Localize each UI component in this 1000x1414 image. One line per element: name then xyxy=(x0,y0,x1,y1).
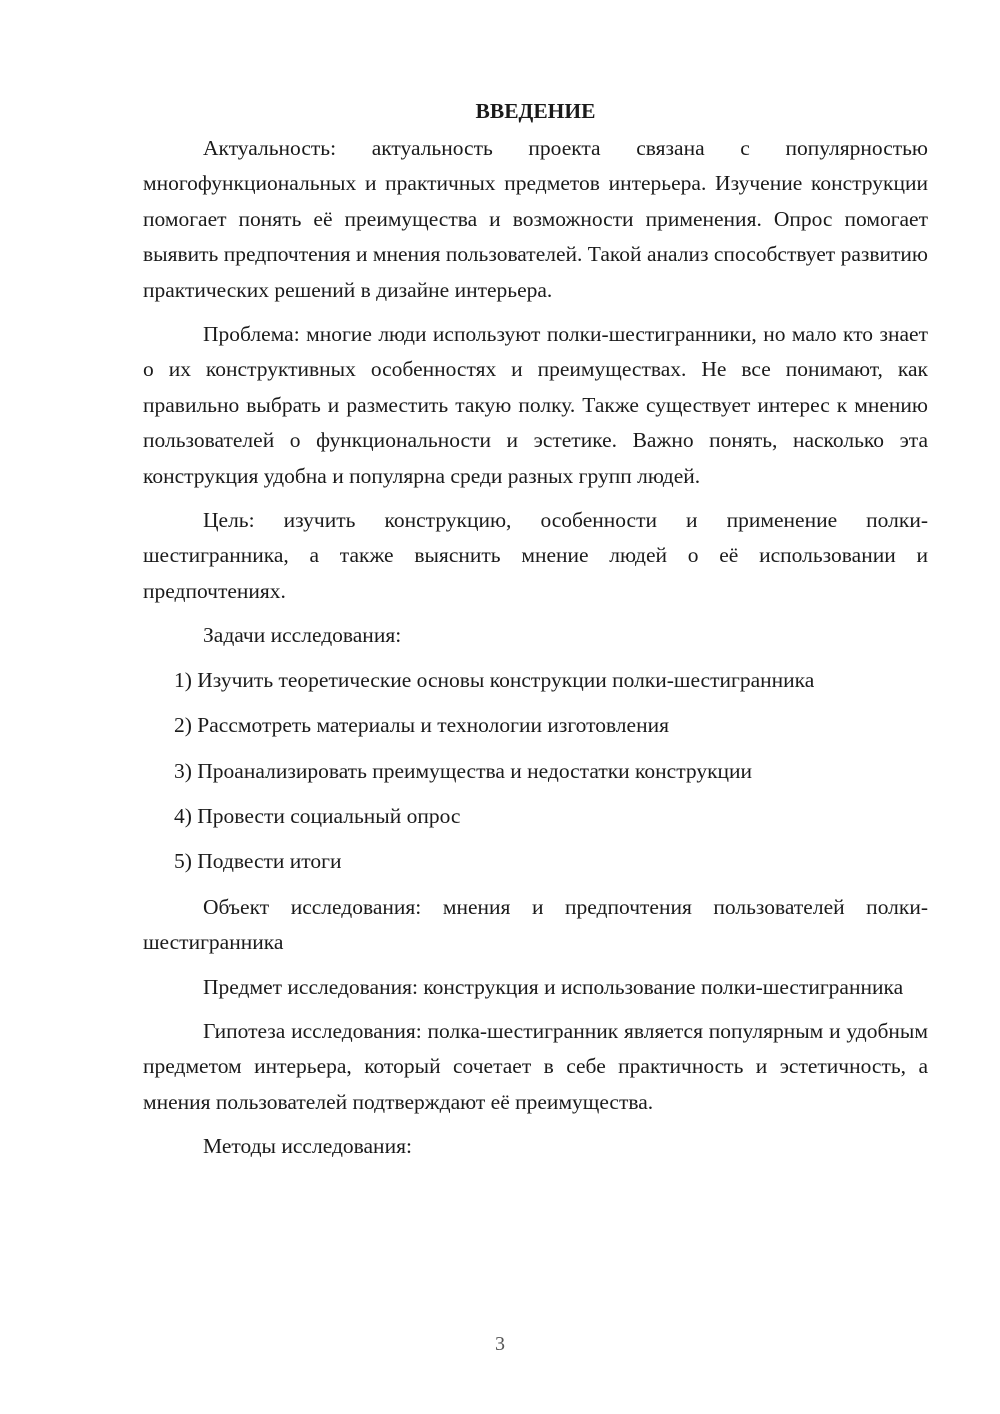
page-number: 3 xyxy=(495,1333,505,1355)
tasks-heading: Задачи исследования: xyxy=(203,623,402,648)
subject-paragraph: Предмет исследования: конструкция и использование полки-шестигранника xyxy=(203,974,904,999)
tasks-list xyxy=(143,663,928,880)
section-title: ВВЕДЕНИЕ xyxy=(475,99,596,123)
hypothesis-paragraph: Гипотеза исследования: полка-шестигранник является популярным и удобным предметом интерьера, который сочетает в себе практичность и эстетичность, а мнения пользователей подтверждают её преимущества. xyxy=(143,1018,928,1114)
goal-paragraph: Цель: изучить конструкцию, особенности и применение полки-шестигранника, а также выяснить мнение людей о её использовании и предпочтениях. xyxy=(143,508,928,603)
list-item: 3) Проанализировать преимущества и недостатки конструкции xyxy=(174,758,753,783)
object-paragraph: Объект исследования: мнения и предпочтения пользователей полки-шестигранника xyxy=(143,894,928,955)
list-item: 1) Изучить теоретические основы конструкции полки-шестигранника xyxy=(174,667,815,692)
list-item: 2) Рассмотреть материалы и технологии изготовления xyxy=(174,713,669,738)
problem-paragraph: Проблема: многие люди используют полки-шестигранники, но мало кто знает о их конструктивных особенностях и преимуществах. Не все понимают, как правильно выбрать и разместить такую полку. Также существует интерес к мнению пользователей о функциональности и эстетике. Важно понять, насколько эта конструкция удобна и популярна среди разных групп людей. xyxy=(143,322,928,488)
list-item: 5) Подвести итоги xyxy=(174,849,342,874)
document-page xyxy=(143,95,928,1174)
relevance-paragraph: Актуальность: актуальность проекта связана с популярностью многофункциональных и практичных предметов интерьера. Изучение конструкции помогает понять её преимущества и возможности применения. Опрос помогает выявить предпочтения и мнения пользователей. Такой анализ способствует развитию практических решений в дизайне интерьера. xyxy=(143,136,928,302)
methods-heading: Методы исследования: xyxy=(203,1134,412,1159)
list-item: 4) Провести социальный опрос xyxy=(174,803,461,828)
